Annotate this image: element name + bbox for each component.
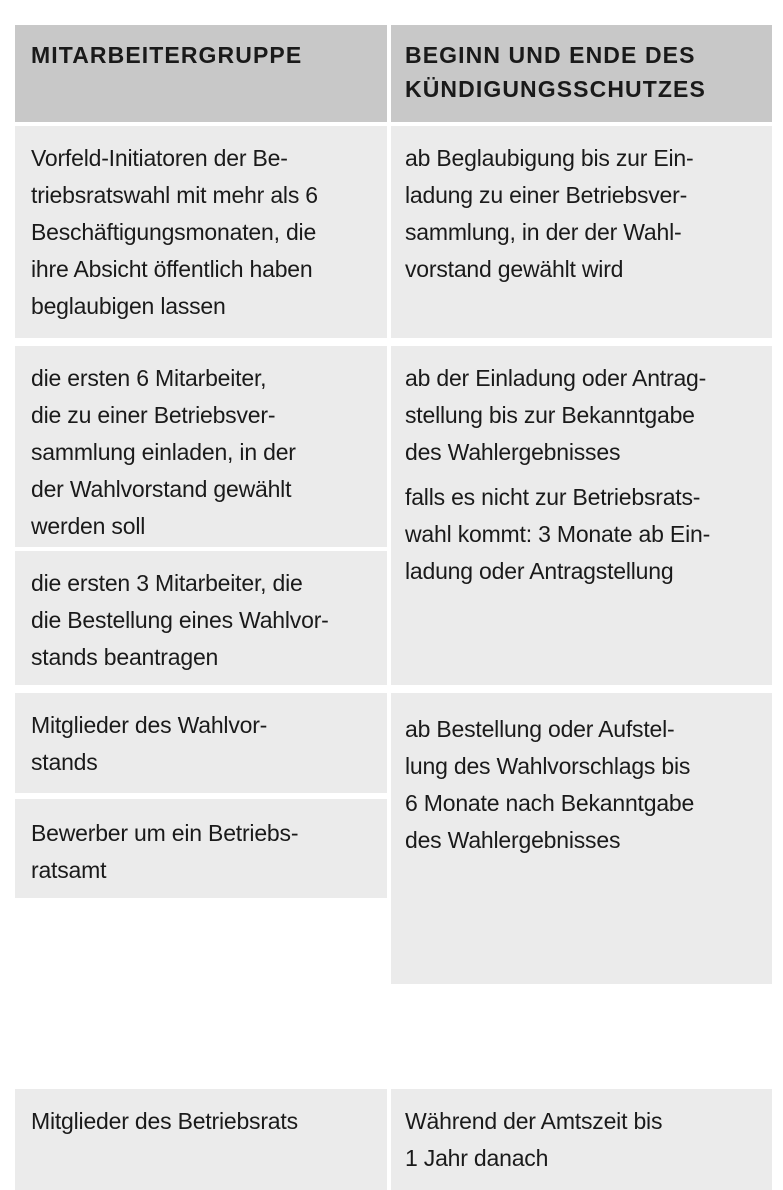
- header-line: MITARBEITERGRUPPE: [31, 42, 303, 68]
- text-line: 6 Monate nach Bekanntgabe: [405, 790, 695, 816]
- text-line: falls es nicht zur Betriebsrats-: [405, 484, 701, 510]
- text-line: 1 Jahr danach: [405, 1145, 549, 1171]
- cell-group-first-six: [15, 346, 387, 547]
- text-line: vorstand gewählt wird: [405, 256, 624, 282]
- text-line: triebsratswahl mit mehr als 6: [31, 182, 318, 208]
- text-line: die ersten 3 Mitarbeiter, die: [31, 570, 303, 596]
- text-line: stands: [31, 749, 98, 775]
- paragraph-no-election: [405, 479, 758, 590]
- cell-group-works-council: [15, 1089, 387, 1190]
- header-line: KÜNDIGUNGSSCHUTZES: [405, 76, 706, 102]
- text-line: ab Beglaubigung bis zur Ein-: [405, 145, 694, 171]
- text-line: ihre Absicht öffentlich haben: [31, 256, 313, 282]
- text-line: der Wahlvorstand gewählt: [31, 476, 292, 502]
- text-line: ratsamt: [31, 857, 107, 883]
- text-line: Vorfeld-Initiatoren der Be-: [31, 145, 288, 171]
- text-line: stellung bis zur Bekanntgabe: [405, 402, 695, 428]
- text-line: Bewerber um ein Betriebs-: [31, 820, 299, 846]
- text-line: stands beantragen: [31, 644, 219, 670]
- header-col-protection-period: [391, 25, 772, 122]
- text-line: Während der Amtszeit bis: [405, 1108, 663, 1134]
- text-line: die zu einer Betriebsver-: [31, 402, 276, 428]
- cell-group-initiators: [15, 126, 387, 338]
- text-line: Mitglieder des Wahlvor-: [31, 712, 268, 738]
- text-line: des Wahlergebnisses: [405, 439, 621, 465]
- cell-group-first-three: [15, 551, 387, 685]
- text-line: sammlung einladen, in der: [31, 439, 296, 465]
- text-line: werden soll: [31, 513, 146, 539]
- text-line: ab der Einladung oder Antrag-: [405, 365, 707, 391]
- text-line: wahl kommt: 3 Monate ab Ein-: [405, 521, 711, 547]
- text-line: sammlung, in der der Wahl-: [405, 219, 682, 245]
- header-col-employee-group: [15, 25, 387, 122]
- text-line: lung des Wahlvorschlags bis: [405, 753, 691, 779]
- cell-protection-works-council: [391, 1089, 772, 1190]
- header-line: BEGINN UND ENDE DES: [405, 42, 696, 68]
- text-line: ab Bestellung oder Aufstel-: [405, 716, 675, 742]
- cell-group-election-board: [15, 693, 387, 793]
- cell-group-candidates: [15, 799, 387, 898]
- text-line: die ersten 6 Mitarbeiter,: [31, 365, 267, 391]
- text-line: ladung zu einer Betriebsver-: [405, 182, 688, 208]
- text-line: Beschäftigungsmonaten, die: [31, 219, 317, 245]
- cell-protection-initiators: [391, 126, 772, 338]
- protection-table: [15, 25, 768, 1171]
- cell-protection-invitation: [391, 346, 772, 685]
- text-line: beglaubigen lassen: [31, 293, 226, 319]
- text-line: Mitglieder des Betriebsrats: [31, 1108, 298, 1134]
- text-line: des Wahlergebnisses: [405, 827, 621, 853]
- cell-protection-election-board: [391, 693, 772, 984]
- text-line: ladung oder Antragstellung: [405, 558, 674, 584]
- text-line: die Bestellung eines Wahlvor-: [31, 607, 329, 633]
